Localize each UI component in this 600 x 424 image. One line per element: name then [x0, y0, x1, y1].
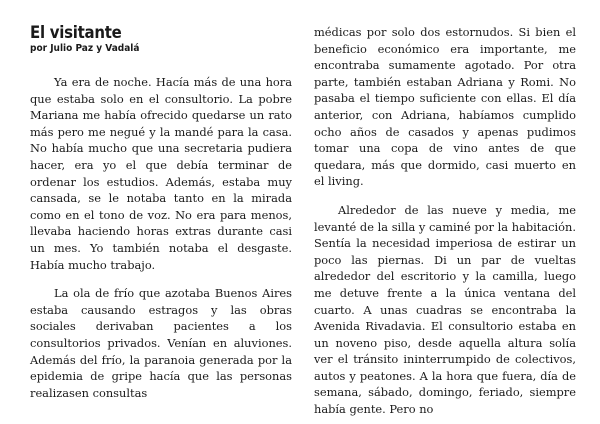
left-column	[30, 24, 292, 424]
paragraph: Ya era de noche. Hacía más de una hora que estaba solo en el consultorio. La pobre Mariana me había ofrecido quedarse un rato más pero me negué y la mandé para la casa. No había mucho que una secretaria pudiera hacer, era yo el que debía terminar de ordenar los estudios. Además, estaba muy cansada, se le notaba tanto en la mirada como en el tono de voz. No era para menos, llevaba haciendo horas extras durante casi un mes. Yo también notaba el desgaste. Había mucho trabajo.	[30, 75, 292, 272]
author-byline: por Julio Paz y Vadalá	[30, 43, 140, 54]
right-column	[314, 24, 576, 424]
paragraph: La ola de frío que azotaba Buenos Aires estaba causando estragos y las obras sociales derivaban pacientes a los consultorios privados. Venían en aluviones. Además del frío, la paranoia generada por la epidemia de gripe hacía que las personas realizasen consultas	[30, 286, 292, 400]
paragraph: médicas por solo dos estornudos. Si bien el beneficio económico era importante, me encontraba sumamente agotado. Por otra parte, también estaban Adriana y Romi. No pasaba el tiempo suficiente con ellas. El día anterior, con Adriana, habíamos cumplido ocho años de casados y apenas pudimos tomar una copa de vino antes de que quedara, más que dormido, casi muerto en el living.	[314, 25, 576, 189]
story-title: El visitante	[30, 23, 122, 43]
paragraph: Alrededor de las nueve y media, me levanté de la silla y caminé por la habitación. Sentía la necesidad imperiosa de estirar un poco las piernas. Di un par de vueltas alrededor del escritorio y la camilla, luego me detuve frente a la única ventana del cuarto. A unas cuadras se encontraba la Avenida Rivadavia. El consultorio estaba en un noveno piso, desde aquella altura solía ver el tránsito ininterrumpido de colectivos, autos y peatones. A la hora que fuera, día de semana, sábado, domingo, feriado, siempre había gente. Pero no	[314, 202, 576, 417]
